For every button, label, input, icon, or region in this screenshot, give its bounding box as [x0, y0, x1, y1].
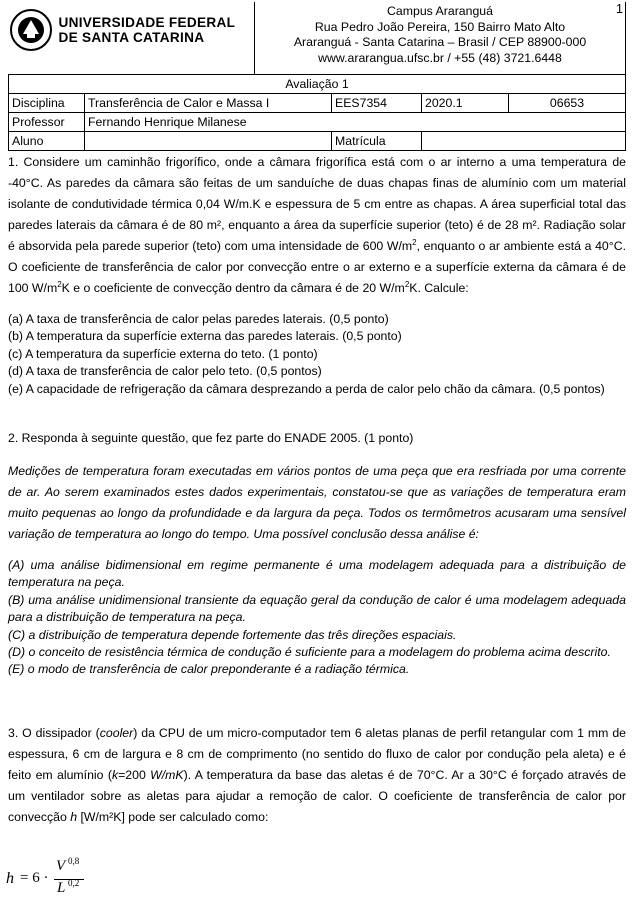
- q2-option: (E) o modo de transferência de calor preponderante é a radiação térmica.: [8, 662, 410, 677]
- q1-text-4: K. Calcule:: [409, 281, 469, 295]
- q1-item: (a) A taxa de transferência de calor pelas paredes laterais. (0,5 ponto): [8, 312, 389, 326]
- q3-italic-unit: W/mK: [150, 767, 184, 782]
- q3-text-3: =200: [118, 767, 151, 782]
- q2-option: (D) o conceito de resistência térmica de condução é suficiente para a modelagem do problema acima descrito.: [8, 645, 611, 660]
- student-label: Aluno: [9, 132, 85, 151]
- q3-italic-cooler: cooler: [99, 725, 134, 740]
- q3-text-4: ). A temperatura da base das aletas é de 70°C. Ar a 30°C é forçado através de um ventilador sobre as aletas para ajudar a remoção de calor. O coeficiente de transferência de calor por convecção: [8, 767, 626, 824]
- logo-cell: [9, 2, 255, 75]
- course-code: EES7354: [332, 94, 422, 113]
- q1-item: (c) A temperatura da superfície externa do teto. (1 ponto): [8, 346, 318, 361]
- q1-text-2: , enquanto o ar ambiente está a 40°C. O coeficiente de transferência de calor por convecção entre o ar externo e a superfície externa da câmara é de 100 W/m: [8, 239, 626, 295]
- q2-option: (C) a distribuição de temperatura depende fortemente das três direções espaciais.: [8, 627, 457, 642]
- q1-text-3: K e o coeficiente de convecção dentro da câmara é de 20 W/m: [61, 281, 405, 295]
- eq-numerator-exponent: 0,8: [68, 856, 80, 866]
- q1-sup-2: 2: [57, 279, 62, 289]
- q1-text-1: 1. Considere um caminhão frigorífico, onde a câmara frigorífica está com o ar interno a uma temperatura de -40°C. As paredes da câmara são feitas de um sanduíche de duas chapas finas de alumínio com um material isolante de condutividade térmica 0,04 W/m.K e espessura de 5 cm entre as chapas. A área superficial total das paredes laterais da câmara é de 80 m², enquanto a área da superfície superior (teto) é de 28 m². Radiação solar é absorvida pela parede superior (teto) com uma intensidade de 600 W/m: [8, 155, 626, 253]
- campus: Campus Araranguá: [387, 4, 493, 18]
- university-name-line1: UNIVERSIDADE FEDERAL: [58, 15, 236, 30]
- class-code: 06653: [509, 94, 626, 113]
- q2-option: (A) uma análise bidimensional em regime permanente é uma modelagem adequada para a distribuição de temperatura na peça.: [8, 558, 626, 590]
- q2-option: (B) uma análise unidimensional transiente da equação geral da condução de calor é uma modelagem adequada para a distribuição de temperatura na peça.: [8, 592, 626, 625]
- ufsc-logo: [9, 8, 236, 52]
- university-name-line2: DE SANTA CATARINA: [58, 30, 205, 45]
- header: [8, 2, 625, 151]
- address-block: [255, 2, 626, 75]
- evaluation-title: Avaliação 1: [9, 75, 626, 94]
- page-number: 1: [616, 2, 623, 16]
- q1-item: (b) A temperatura da superfície externa das paredes laterais. (0,5 ponto): [8, 329, 402, 344]
- professor-name: Fernando Henrique Milanese: [85, 113, 626, 132]
- exam-content: [8, 152, 626, 828]
- q3-italic-k: k: [111, 767, 119, 782]
- question-1-items: [8, 311, 626, 398]
- q1-sup-3: 2: [404, 279, 410, 289]
- q1-sup-1: 2: [412, 237, 417, 247]
- question-1-statement: [8, 152, 626, 299]
- convection-equation: [6, 858, 126, 898]
- header-table: [8, 2, 626, 151]
- student-row: [9, 132, 626, 151]
- professor-row: [9, 113, 626, 132]
- semester: 2020.1: [422, 94, 509, 113]
- course-name: Transferência de Calor e Massa I: [85, 94, 332, 113]
- eq-denominator-exponent: 0,2: [68, 878, 80, 888]
- matricula-label: Matrícula: [332, 132, 422, 151]
- student-name-field[interactable]: [85, 132, 332, 151]
- matricula-field[interactable]: [422, 132, 626, 151]
- city-line: Araranguá - Santa Catarina – Brasil / CEP 88900-000: [293, 35, 587, 49]
- street-address: Rua Pedro João Pereira, 150 Bairro Mato Alto: [314, 19, 566, 34]
- discipline-row: [9, 94, 626, 113]
- q3-text-5: [W/m²K] pode ser calculado como:: [77, 809, 269, 824]
- discipline-label: Disciplina: [9, 94, 85, 113]
- eq-factor: = 6 ·: [20, 870, 49, 886]
- eq-lhs: h: [6, 870, 14, 887]
- question-2-options: [8, 557, 626, 679]
- question-2-statement: Medições de temperatura foram executadas em vários pontos de uma peça que era resfriada por uma corrente de ar. Ao serem examinados estes dados experimentais, constatou-se que as variações de temperatura eram muito pequenas ao longo da profundidade e da largura da peça. Todos os termômetros acusaram uma sensível variação de temperatura ao longo do tempo. Uma possível conclusão dessa análise é:: [8, 464, 626, 542]
- q3-text-2: ) da CPU de um micro-computador tem 6 aletas planas de perfil retangular com 1 mm de espessura, 6 cm de largura e 8 cm de comprimento (no sentido do fluxo de calor por condução pela aleta) e é feito em alumínio (: [8, 725, 626, 782]
- q1-item: (e) A capacidade de refrigeração da câmara desprezando a perda de calor pelo chão da câmara. (0,5 pontos): [8, 381, 605, 396]
- contact-line: www.ararangua.ufsc.br / +55 (48) 3721.6448: [318, 50, 562, 65]
- question-2-title: 2. Responda à seguinte questão, que fez parte do ENADE 2005. (1 ponto): [8, 431, 414, 446]
- q3-text-1: 3. O dissipador (: [8, 725, 100, 740]
- eq-numerator: V: [56, 858, 66, 874]
- question-3-statement: [8, 723, 626, 828]
- q1-item: (d) A taxa de transferência de calor pelo teto. (0,5 pontos): [8, 364, 322, 379]
- ufsc-seal-icon: [9, 8, 53, 52]
- professor-label: Professor: [9, 113, 85, 132]
- q3-italic-h: h: [70, 809, 78, 824]
- eq-denominator: L: [57, 880, 66, 896]
